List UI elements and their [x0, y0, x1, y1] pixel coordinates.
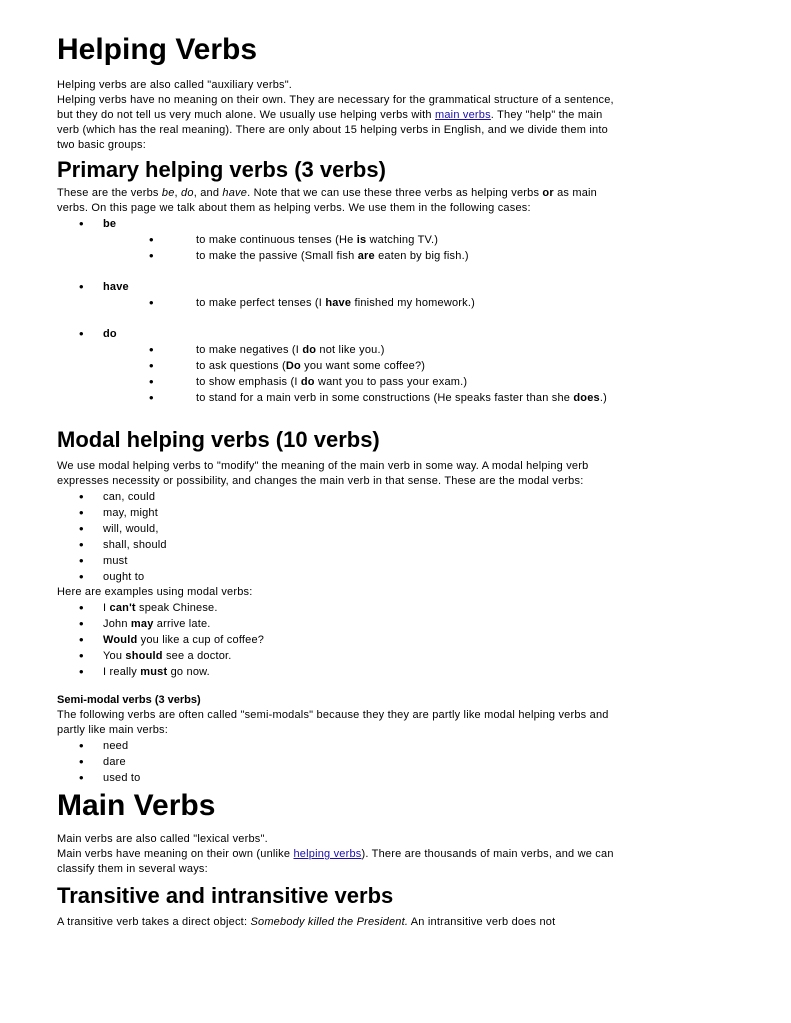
list-item: • dare — [57, 754, 623, 770]
transitive-intro: A transitive verb takes a direct object: Somebody killed the President. An intransitive verb does not — [57, 916, 556, 928]
semi-modal-intro: The following verbs are often called "semi-modals" because they they are partly like modal helping verbs and partly like main verbs: — [57, 709, 609, 736]
list-item: • to ask questions (Do you want some coffee?) — [149, 358, 623, 374]
list-item: • shall, should — [57, 537, 623, 553]
helping-verbs-link[interactable]: helping verbs — [293, 848, 362, 860]
heading-helping-verbs: Helping Verbs — [57, 33, 258, 66]
primary-intro: These are the verbs be, do, and have. Note that we can use these three verbs as helping verbs or as main verbs. On this page we talk about them as helping verbs. We use them in the following cases: — [57, 187, 597, 214]
list-item: • John may arrive late. — [57, 616, 623, 632]
be-uses-list — [149, 232, 623, 264]
heading-semi-modal-verbs: Semi-modal verbs (3 verbs) — [57, 694, 201, 706]
list-item: • need — [57, 738, 623, 754]
do-uses-list — [149, 342, 623, 406]
heading-main-verbs: Main Verbs — [57, 789, 216, 822]
list-item: • can, could — [57, 489, 623, 505]
helping-verbs-intro: Helping verbs are also called "auxiliary verbs". Helping verbs have no meaning on their own. They are necessary for the grammatical structure of a sentence, but they do not tell us very much alone. We usually use helping verbs with main verbs. They "help" the main verb (which has the real meaning). There are only about 15 helping verbs in English, and we divide them into two basic groups: — [57, 79, 614, 151]
list-item-have: • have — [57, 279, 623, 295]
list-item: • may, might — [57, 505, 623, 521]
list-item: • Would you like a cup of coffee? — [57, 632, 623, 648]
heading-modal-helping-verbs: Modal helping verbs (10 verbs) — [57, 427, 380, 452]
list-item: • You should see a doctor. — [57, 648, 623, 664]
primary-verbs-list — [57, 216, 623, 232]
list-item: • to stand for a main verb in some constructions (He speaks faster than she does.) — [149, 390, 623, 406]
list-item: • ought to — [57, 569, 623, 585]
modal-examples-intro: Here are examples using modal verbs: — [57, 586, 253, 598]
modal-verbs-list — [57, 489, 623, 585]
list-item: • I can't speak Chinese. — [57, 600, 623, 616]
list-item: • to make continuous tenses (He is watching TV.) — [149, 232, 623, 248]
main-verbs-intro: Main verbs are also called "lexical verbs". Main verbs have meaning on their own (unlike helping verbs). There are thousands of main verbs, and we can classify them in several ways: — [57, 833, 614, 875]
have-uses-list — [149, 295, 623, 311]
document-page — [57, 32, 623, 930]
list-item: • to make perfect tenses (I have finished my homework.) — [149, 295, 623, 311]
modal-intro: We use modal helping verbs to "modify" the meaning of the main verb in some way. A modal helping verb expresses necessity or possibility, and changes the main verb in that sense. These are the modal verbs: — [57, 460, 589, 487]
list-item: • must — [57, 553, 623, 569]
list-item: • I really must go now. — [57, 664, 623, 680]
semi-modal-list — [57, 738, 623, 786]
list-item: • will, would, — [57, 521, 623, 537]
list-item: • to show emphasis (I do want you to pass your exam.) — [149, 374, 623, 390]
list-item: • to make the passive (Small fish are eaten by big fish.) — [149, 248, 623, 264]
heading-transitive-intransitive: Transitive and intransitive verbs — [57, 883, 394, 908]
list-item: • to make negatives (I do not like you.) — [149, 342, 623, 358]
list-item: • used to — [57, 770, 623, 786]
main-verbs-link[interactable]: main verbs — [435, 109, 491, 121]
modal-examples-list — [57, 600, 623, 680]
heading-primary-helping-verbs: Primary helping verbs (3 verbs) — [57, 157, 386, 182]
list-item-do: • do — [57, 326, 623, 342]
list-item-be: • be — [57, 216, 623, 232]
